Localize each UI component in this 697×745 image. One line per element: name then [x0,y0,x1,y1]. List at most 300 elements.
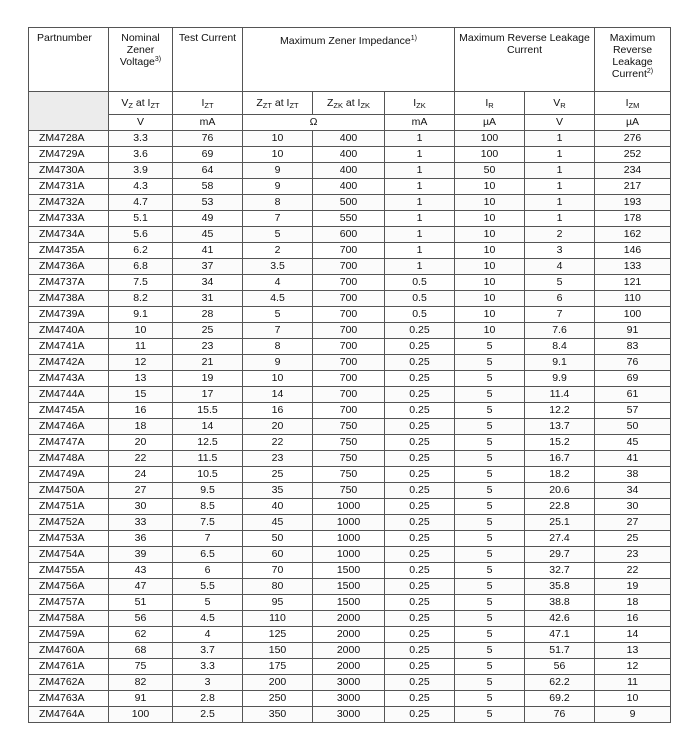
cell-vz: 27 [109,483,173,499]
cell-ir: 10 [455,307,525,323]
cell-partnumber: ZM4733A [29,211,109,227]
cell-vz: 8.2 [109,291,173,307]
cell-vz: 12 [109,355,173,371]
cell-partnumber: ZM4745A [29,403,109,419]
cell-partnumber: ZM4763A [29,691,109,707]
cell-izm: 45 [595,435,671,451]
cell-partnumber: ZM4743A [29,371,109,387]
cell-vr: 1 [525,131,595,147]
cell-vr: 42.6 [525,611,595,627]
table-row [29,371,671,387]
cell-partnumber: ZM4730A [29,163,109,179]
cell-zzt: 95 [243,595,313,611]
cell-izm: 110 [595,291,671,307]
cell-zzt: 16 [243,403,313,419]
cell-zzt: 150 [243,643,313,659]
cell-izk: 0.5 [385,307,455,323]
cell-izk: 0.25 [385,403,455,419]
symbol-zzt: $Z_{ZT}$ at $I_{ZT}$ [243,92,313,115]
cell-vr: 29.7 [525,547,595,563]
cell-vr: 20.6 [525,483,595,499]
cell-zzt: 70 [243,563,313,579]
table-row [29,707,671,723]
cell-partnumber: ZM4740A [29,323,109,339]
cell-vz: 100 [109,707,173,723]
table-row [29,627,671,643]
cell-izk: 0.25 [385,323,455,339]
table-row [29,691,671,707]
cell-vz: 30 [109,499,173,515]
cell-izt: 4.5 [173,611,243,627]
max-reverse-leakage-current-header: Maximum Reverse Leakage Current$^{2)}$ [595,28,671,92]
table-row [29,547,671,563]
cell-izt: 12.5 [173,435,243,451]
cell-zzk: 700 [313,339,385,355]
cell-zzt: 250 [243,691,313,707]
cell-izm: 9 [595,707,671,723]
cell-izt: 69 [173,147,243,163]
cell-vr: 11.4 [525,387,595,403]
cell-zzk: 3000 [313,707,385,723]
cell-izt: 34 [173,275,243,291]
cell-vz: 39 [109,547,173,563]
max-zener-impedance-header: Maximum Zener Impedance$^{1)}$ [243,28,455,92]
header-row-symbols [29,92,671,115]
cell-zzt: 35 [243,483,313,499]
cell-vr: 1 [525,195,595,211]
cell-vz: 91 [109,691,173,707]
cell-izt: 4 [173,627,243,643]
cell-zzk: 700 [313,243,385,259]
table-row [29,403,671,419]
cell-izk: 1 [385,259,455,275]
cell-zzt: 3.5 [243,259,313,275]
cell-zzk: 3000 [313,691,385,707]
cell-partnumber: ZM4732A [29,195,109,211]
cell-zzt: 8 [243,195,313,211]
cell-zzt: 4.5 [243,291,313,307]
zener-spec-table [28,27,671,723]
cell-zzk: 550 [313,211,385,227]
cell-izm: 193 [595,195,671,211]
cell-vz: 6.8 [109,259,173,275]
cell-vr: 4 [525,259,595,275]
cell-izm: 30 [595,499,671,515]
cell-izt: 7.5 [173,515,243,531]
cell-vz: 33 [109,515,173,531]
cell-vr: 3 [525,243,595,259]
cell-izk: 0.25 [385,595,455,611]
cell-izk: 1 [385,211,455,227]
cell-izk: 0.25 [385,387,455,403]
cell-partnumber: ZM4749A [29,467,109,483]
max-reverse-leakage-header: Maximum Reverse Leakage Current [455,28,595,92]
cell-vz: 3.9 [109,163,173,179]
cell-zzt: 4 [243,275,313,291]
cell-vz: 56 [109,611,173,627]
cell-partnumber: ZM4728A [29,131,109,147]
cell-vz: 5.6 [109,227,173,243]
cell-ir: 5 [455,419,525,435]
cell-ir: 10 [455,179,525,195]
cell-ir: 10 [455,195,525,211]
cell-zzt: 50 [243,531,313,547]
cell-partnumber: ZM4729A [29,147,109,163]
cell-vr: 6 [525,291,595,307]
test-current-header: Test Current [173,28,243,92]
cell-zzk: 2000 [313,611,385,627]
cell-partnumber: ZM4759A [29,627,109,643]
cell-izk: 0.25 [385,419,455,435]
cell-vr: 12.2 [525,403,595,419]
table-row [29,563,671,579]
cell-zzt: 80 [243,579,313,595]
cell-vr: 1 [525,163,595,179]
cell-izk: 0.25 [385,707,455,723]
table-row [29,611,671,627]
cell-ir: 10 [455,275,525,291]
cell-partnumber: ZM4736A [29,259,109,275]
cell-izt: 3.3 [173,659,243,675]
cell-ir: 50 [455,163,525,179]
cell-partnumber: ZM4764A [29,707,109,723]
cell-izt: 11.5 [173,451,243,467]
cell-izm: 100 [595,307,671,323]
cell-zzt: 9 [243,179,313,195]
cell-zzk: 1500 [313,563,385,579]
cell-zzt: 9 [243,163,313,179]
cell-partnumber: ZM4744A [29,387,109,403]
cell-izt: 9.5 [173,483,243,499]
cell-ir: 100 [455,147,525,163]
cell-izm: 25 [595,531,671,547]
cell-izk: 1 [385,131,455,147]
cell-izk: 0.25 [385,643,455,659]
cell-vz: 36 [109,531,173,547]
cell-izm: 10 [595,691,671,707]
cell-zzt: 25 [243,467,313,483]
cell-izm: 61 [595,387,671,403]
cell-izm: 57 [595,403,671,419]
cell-izk: 1 [385,195,455,211]
cell-vz: 16 [109,403,173,419]
cell-zzt: 45 [243,515,313,531]
cell-vz: 43 [109,563,173,579]
table-row [29,579,671,595]
cell-ir: 5 [455,451,525,467]
cell-vr: 2 [525,227,595,243]
cell-izt: 8.5 [173,499,243,515]
cell-izt: 19 [173,371,243,387]
cell-vz: 10 [109,323,173,339]
cell-zzt: 60 [243,547,313,563]
cell-partnumber: ZM4762A [29,675,109,691]
cell-zzk: 700 [313,323,385,339]
cell-izm: 16 [595,611,671,627]
cell-zzt: 40 [243,499,313,515]
cell-vr: 22.8 [525,499,595,515]
cell-partnumber: ZM4747A [29,435,109,451]
cell-izk: 0.25 [385,675,455,691]
cell-partnumber: ZM4737A [29,275,109,291]
cell-zzt: 22 [243,435,313,451]
cell-zzk: 700 [313,371,385,387]
cell-vr: 38.8 [525,595,595,611]
cell-izk: 0.25 [385,547,455,563]
cell-zzk: 2000 [313,627,385,643]
unit-vr: V [525,115,595,131]
cell-izt: 53 [173,195,243,211]
cell-vr: 32.7 [525,563,595,579]
table-row [29,515,671,531]
cell-izt: 3.7 [173,643,243,659]
cell-vz: 3.6 [109,147,173,163]
cell-partnumber: ZM4756A [29,579,109,595]
partnumber-symbol-blank [29,92,109,131]
cell-vz: 62 [109,627,173,643]
cell-izk: 1 [385,147,455,163]
cell-izk: 0.25 [385,531,455,547]
table-row [29,195,671,211]
unit-izm: µA [595,115,671,131]
symbol-izt: $I_{ZT}$ [173,92,243,115]
cell-zzk: 700 [313,307,385,323]
cell-izt: 37 [173,259,243,275]
cell-ir: 5 [455,563,525,579]
cell-izm: 23 [595,547,671,563]
cell-izt: 21 [173,355,243,371]
cell-ir: 5 [455,707,525,723]
cell-partnumber: ZM4738A [29,291,109,307]
cell-vr: 69.2 [525,691,595,707]
cell-ir: 5 [455,675,525,691]
table-row [29,323,671,339]
cell-vr: 76 [525,707,595,723]
cell-izt: 23 [173,339,243,355]
cell-zzk: 2000 [313,643,385,659]
cell-ir: 5 [455,515,525,531]
table-row [29,675,671,691]
cell-vr: 56 [525,659,595,675]
cell-izk: 0.25 [385,579,455,595]
cell-partnumber: ZM4758A [29,611,109,627]
cell-izk: 0.25 [385,451,455,467]
cell-vr: 7.6 [525,323,595,339]
cell-zzk: 1000 [313,531,385,547]
cell-partnumber: ZM4734A [29,227,109,243]
cell-izm: 12 [595,659,671,675]
cell-izm: 14 [595,627,671,643]
cell-zzt: 10 [243,131,313,147]
cell-izm: 76 [595,355,671,371]
cell-izt: 2.8 [173,691,243,707]
cell-ir: 5 [455,387,525,403]
cell-vz: 82 [109,675,173,691]
cell-partnumber: ZM4754A [29,547,109,563]
table-row [29,531,671,547]
cell-vr: 9.1 [525,355,595,371]
cell-vr: 5 [525,275,595,291]
cell-izm: 133 [595,259,671,275]
cell-zzk: 750 [313,483,385,499]
cell-zzk: 600 [313,227,385,243]
cell-zzk: 1000 [313,515,385,531]
cell-zzt: 125 [243,627,313,643]
cell-izt: 17 [173,387,243,403]
cell-izk: 0.5 [385,291,455,307]
cell-zzt: 23 [243,451,313,467]
unit-izt: mA [173,115,243,131]
cell-ir: 5 [455,499,525,515]
cell-vz: 13 [109,371,173,387]
cell-zzk: 400 [313,131,385,147]
cell-zzk: 750 [313,419,385,435]
cell-partnumber: ZM4746A [29,419,109,435]
table-row [29,467,671,483]
cell-ir: 5 [455,547,525,563]
cell-ir: 10 [455,259,525,275]
cell-zzt: 20 [243,419,313,435]
cell-ir: 100 [455,131,525,147]
table-row [29,659,671,675]
cell-partnumber: ZM4739A [29,307,109,323]
cell-zzt: 175 [243,659,313,675]
table-row [29,275,671,291]
cell-izk: 0.25 [385,435,455,451]
table-row [29,179,671,195]
cell-zzt: 350 [243,707,313,723]
table-row [29,227,671,243]
cell-izm: 146 [595,243,671,259]
cell-vz: 68 [109,643,173,659]
cell-izt: 5.5 [173,579,243,595]
cell-partnumber: ZM4757A [29,595,109,611]
cell-ir: 10 [455,243,525,259]
cell-izk: 0.25 [385,691,455,707]
cell-izt: 28 [173,307,243,323]
cell-vr: 47.1 [525,627,595,643]
cell-izk: 1 [385,163,455,179]
cell-izt: 2.5 [173,707,243,723]
cell-vr: 62.2 [525,675,595,691]
cell-zzt: 14 [243,387,313,403]
symbol-zzk: $Z_{ZK}$ at $I_{ZK}$ [313,92,385,115]
header-row-titles [29,28,671,92]
cell-izk: 0.25 [385,563,455,579]
cell-zzk: 3000 [313,675,385,691]
cell-izm: 41 [595,451,671,467]
cell-ir: 5 [455,355,525,371]
cell-partnumber: ZM4735A [29,243,109,259]
cell-vz: 20 [109,435,173,451]
table-row [29,419,671,435]
cell-vr: 16.7 [525,451,595,467]
table-row [29,291,671,307]
cell-zzt: 7 [243,211,313,227]
cell-zzk: 700 [313,275,385,291]
table-row [29,147,671,163]
cell-zzk: 400 [313,147,385,163]
cell-ir: 5 [455,595,525,611]
cell-izm: 11 [595,675,671,691]
cell-izt: 41 [173,243,243,259]
cell-izm: 69 [595,371,671,387]
cell-izk: 0.25 [385,611,455,627]
table-row [29,163,671,179]
cell-izm: 91 [595,323,671,339]
cell-zzk: 1500 [313,595,385,611]
cell-izt: 76 [173,131,243,147]
cell-izm: 22 [595,563,671,579]
cell-vz: 9.1 [109,307,173,323]
cell-ir: 5 [455,371,525,387]
cell-zzk: 700 [313,403,385,419]
cell-izk: 0.25 [385,355,455,371]
cell-ir: 5 [455,435,525,451]
cell-vz: 4.3 [109,179,173,195]
cell-vr: 15.2 [525,435,595,451]
cell-izk: 0.25 [385,339,455,355]
cell-ir: 5 [455,483,525,499]
cell-izk: 0.25 [385,627,455,643]
cell-vz: 4.7 [109,195,173,211]
table-row [29,307,671,323]
cell-izm: 252 [595,147,671,163]
cell-izt: 58 [173,179,243,195]
cell-izm: 13 [595,643,671,659]
cell-vz: 47 [109,579,173,595]
cell-vr: 18.2 [525,467,595,483]
cell-izk: 1 [385,179,455,195]
cell-izt: 45 [173,227,243,243]
cell-ir: 10 [455,323,525,339]
cell-vz: 22 [109,451,173,467]
cell-izk: 0.5 [385,275,455,291]
unit-vz: V [109,115,173,131]
cell-vr: 1 [525,211,595,227]
cell-zzt: 200 [243,675,313,691]
cell-izt: 14 [173,419,243,435]
cell-ir: 5 [455,339,525,355]
cell-vr: 13.7 [525,419,595,435]
cell-vz: 15 [109,387,173,403]
cell-izm: 50 [595,419,671,435]
cell-izm: 18 [595,595,671,611]
cell-izk: 0.25 [385,659,455,675]
table-row [29,643,671,659]
nominal-zener-voltage-header: Nominal Zener Voltage$^{3)}$ [109,28,173,92]
cell-ir: 5 [455,467,525,483]
cell-izm: 234 [595,163,671,179]
cell-partnumber: ZM4760A [29,643,109,659]
cell-izt: 7 [173,531,243,547]
cell-ir: 5 [455,403,525,419]
cell-zzk: 750 [313,451,385,467]
cell-partnumber: ZM4742A [29,355,109,371]
cell-izm: 38 [595,467,671,483]
table-row [29,387,671,403]
cell-vz: 5.1 [109,211,173,227]
cell-zzk: 1000 [313,547,385,563]
cell-izt: 25 [173,323,243,339]
cell-vz: 7.5 [109,275,173,291]
cell-vz: 51 [109,595,173,611]
cell-vr: 1 [525,179,595,195]
cell-vz: 3.3 [109,131,173,147]
cell-ir: 10 [455,291,525,307]
table-row [29,499,671,515]
cell-partnumber: ZM4751A [29,499,109,515]
